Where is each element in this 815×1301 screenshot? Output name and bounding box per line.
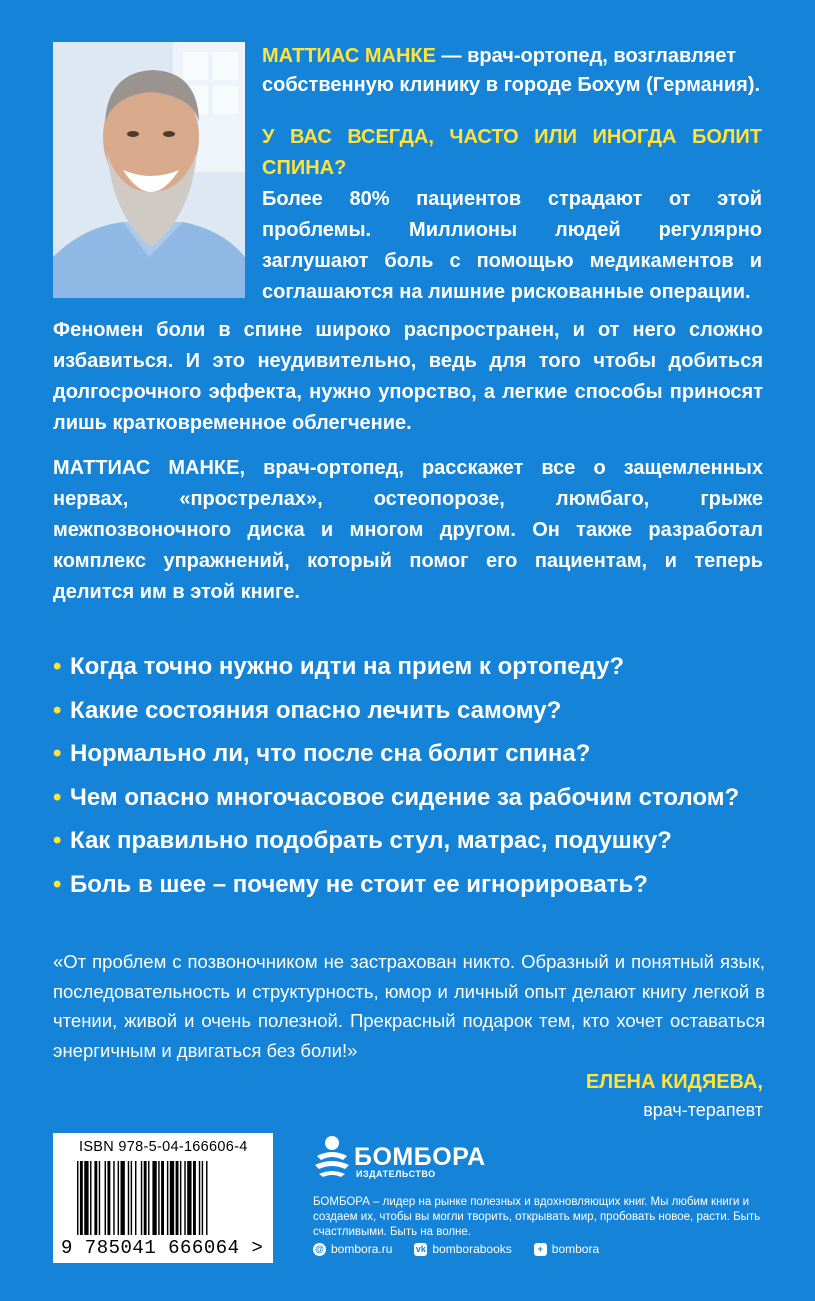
question-list	[53, 645, 773, 906]
bullet-icon: •	[53, 870, 62, 898]
isbn-label: ISBN 978-5-04-166606-4	[79, 1139, 248, 1155]
barcode-icon	[77, 1161, 253, 1235]
bullet-icon: •	[53, 653, 62, 680]
publisher-subtitle: ИЗДАТЕЛЬСТВО	[356, 1169, 436, 1179]
question-text: Более 80% пациентов страдают от этой проблемы. Миллионы людей регулярно заглушают боль с помощью медикаментов и соглашаются на лишние рискованные операции.	[262, 188, 762, 303]
social-label: bombora	[551, 1242, 600, 1256]
social-link-vk[interactable]	[414, 1242, 511, 1256]
web-icon: @	[313, 1243, 326, 1256]
barcode-digits: 9 785041 666064 >	[61, 1237, 264, 1259]
question-list-item: • Нормально ли, что после сна болит спина?	[53, 732, 773, 776]
vk-icon: vk	[415, 1244, 426, 1254]
author-intro	[262, 42, 766, 100]
paragraph-pain-phenomenon: Феномен боли в спине широко распространен, и от него сложно избавиться. И это неудивительно, ведь для того чтобы добиться долгосрочного эффекта, нужно упорство, а легкие способы приносят лишь кратковременное облегчение.	[53, 319, 763, 434]
social-link-messenger[interactable]	[534, 1242, 599, 1256]
social-links	[313, 1242, 599, 1256]
publisher-description: БОМБОРА – лидер на рынке полезных и вдохновляющих книг. Мы любим книги и создаем их, чтобы вы могли творить, открывать мир, пробовать новое, расти. Быть счастливыми. Быть на волне.	[313, 1196, 761, 1238]
reviewer-name: ЕЛЕНА КИДЯЕВА,	[585, 1071, 763, 1093]
author-intro-text: — врач-ортопед, возглавляет собственную клинику в городе Бохум (Германия).	[262, 45, 761, 96]
question-list-item: • Как правильно подобрать стул, матрас, подушку?	[53, 819, 773, 863]
social-label: bomborabooks	[432, 1242, 512, 1256]
bombora-logo-icon	[313, 1134, 351, 1178]
question-headline: У ВАС ВСЕГДА, ЧАСТО ИЛИ ИНОГДА БОЛИТ СПИНА?	[262, 126, 762, 179]
social-link-web[interactable]	[313, 1242, 392, 1256]
question-list-item: • Чем опасно многочасовое сидение за рабочим столом?	[53, 776, 773, 820]
author-name: МАТТИАС МАНКЕ	[262, 45, 436, 67]
question-list-item: • Боль в шее – почему не стоит ее игнорировать?	[53, 863, 773, 907]
bullet-icon: •	[53, 740, 62, 767]
barcode-box	[53, 1133, 273, 1263]
messenger-icon: +	[534, 1243, 547, 1256]
paragraph-author-book: МАТТИАС МАНКЕ, врач-ортопед, расскажет все о защемленных нервах, «прострелах», остеопорозе, люмбаго, грыже межпозвоночного диска и многом другом. Он также разработал комплекс упражнений, который помог его пациентам, и теперь делится им в этой книге.	[53, 457, 763, 603]
bullet-icon: •	[53, 783, 62, 811]
reviewer-role: врач-терапевт	[643, 1100, 763, 1120]
publisher-name: БОМБОРА	[354, 1143, 486, 1171]
question-list-item: • Какие состояния опасно лечить самому?	[53, 689, 773, 733]
question-block	[262, 122, 762, 308]
bullet-icon: •	[53, 696, 62, 724]
social-label: bombora.ru	[331, 1242, 393, 1256]
author-photo	[53, 42, 245, 298]
bullet-icon: •	[53, 827, 62, 854]
author-portrait-illustration	[53, 42, 245, 298]
review-quote: «От проблем с позвоночником не застрахован никто. Образный и понятный язык, последовательность и структурность, юмор и личный опыт делают книгу легкой в чтении, живой и очень полезной. Прекрасный подарок тем, кто хочет оставаться энергичным и двигаться без боли!»	[53, 951, 765, 1061]
question-list-item: • Когда точно нужно идти на прием к ортопеду?	[53, 645, 773, 689]
